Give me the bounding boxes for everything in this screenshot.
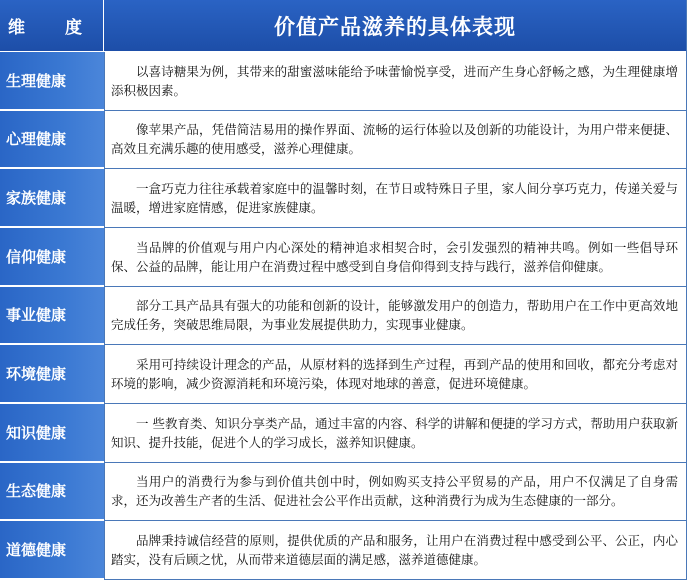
dimension-cell: 事业健康 <box>0 287 104 346</box>
description-cell <box>104 521 686 580</box>
description-cell <box>104 345 686 404</box>
dimension-cell: 知识健康 <box>0 404 104 463</box>
description-cell <box>104 52 686 111</box>
description-cell <box>104 287 686 346</box>
header-dimension-char-2: 度 <box>65 18 84 38</box>
description-text: 采用可持续设计理念的产品，从原材料的选择到生产过程，再到产品的使用和回收，都充分考虑对环境的影响，减少资源消耗和环境污染，体现对地球的善意，促进环境健康。 <box>111 357 678 392</box>
dimension-cell: 家族健康 <box>0 169 104 228</box>
description-text: 以喜诗糖果为例，其带来的甜蜜滋味能给予味蕾愉悦享受，进而产生身心舒畅之感，为生理健康增添积极因素。 <box>111 63 678 98</box>
dimension-cell: 生理健康 <box>0 52 104 111</box>
description-cell <box>104 404 686 463</box>
description-cell <box>104 463 686 522</box>
dimension-cell: 信仰健康 <box>0 228 104 287</box>
description-text: 当品牌的价值观与用户内心深处的精神追求相契合时，会引发强烈的精神共鸣。例如一些倡导环保、公益的品牌，能让用户在消费过程中感受到自身信仰得到支持与践行，滋养信仰健康。 <box>111 239 678 274</box>
description-text: 一盒巧克力往往承载着家庭中的温馨时刻，在节日或特殊日子里，家人间分享巧克力，传递关爱与温暖，增进家庭情感，促进家族健康。 <box>111 181 678 216</box>
header-dimension-char-1: 维 <box>8 18 27 38</box>
dimension-cell: 环境健康 <box>0 345 104 404</box>
description-cell <box>104 228 686 287</box>
description-text: 当用户的消费行为参与到价值共创中时，例如购买支持公平贸易的产品，用户不仅满足了自身需求，还为改善生产者的生活、促进社会公平作出贡献，这种消费行为成为生态健康的一部分。 <box>111 474 678 509</box>
dimension-cell: 道德健康 <box>0 521 104 580</box>
header-dimension-cell <box>0 0 104 52</box>
header-title-cell: 价值产品滋养的具体表现 <box>104 0 686 52</box>
dimension-cell: 生态健康 <box>0 463 104 522</box>
description-cell <box>104 169 686 228</box>
description-text: 一 些教育类、知识分享类产品，通过丰富的内容、科学的讲解和便捷的学习方式，帮助用户获取新知识、提升技能，促进个人的学习成长，滋养知识健康。 <box>111 415 678 450</box>
description-cell <box>104 111 686 170</box>
description-text: 品牌秉持诚信经营的原则，提供优质的产品和服务，让用户在消费过程中感受到公平、公正，内心踏实，没有后顾之忧，从而带来道德层面的满足感，滋养道德健康。 <box>111 533 678 568</box>
description-text: 部分工具产品具有强大的功能和创新的设计，能够激发用户的创造力，帮助用户在工作中更高效地完成任务，突破思维局限，为事业发展提供助力，实现事业健康。 <box>111 298 678 333</box>
dimension-cell: 心理健康 <box>0 111 104 170</box>
description-text: 像苹果产品，凭借简洁易用的操作界面、流畅的运行体验以及创新的功能设计，为用户带来便捷、高效且充满乐趣的使用感受，滋养心理健康。 <box>111 122 678 157</box>
